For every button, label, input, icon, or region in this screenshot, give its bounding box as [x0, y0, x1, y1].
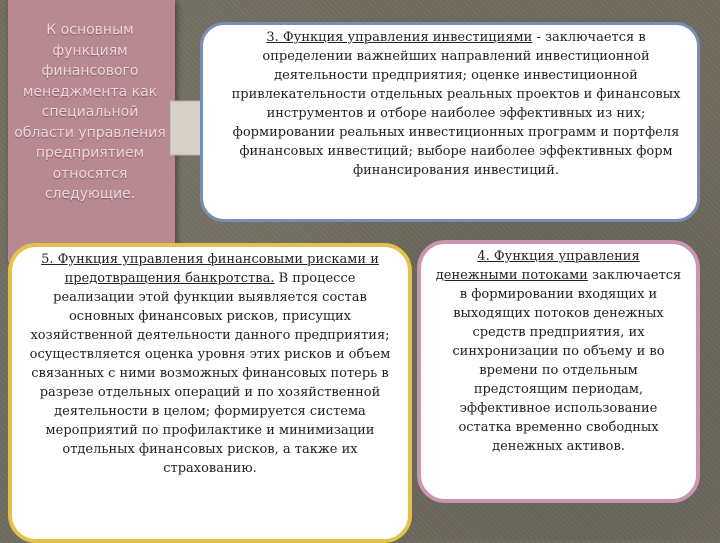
cash-flow-body: заключается в формировании входящих и выходящих потоков денежных средств предприятия, их синхронизации по объему и во времени по отдельным предстоящим периодам, эффективное использование остатка временно свободных денежных активов. [452, 268, 682, 454]
investment-heading: 3. Функция управления инвестициями [266, 30, 533, 45]
investment-body: - заключается в определении важнейших направлений инвестиционной деятельности предприятия; оценке инвестиционной привлекательности отдельных реальных проектов и финансовых инструментов и отборе наиболее эффективных из них; формировании реальных инвестиционных программ и портфеля финансовых инвестиций; выборе наиболее эффективных форм финансирования инвестиций. [231, 30, 681, 178]
risk-management-card [8, 243, 412, 543]
risk-body: В процессе реализации этой функции выявляется состав основных финансовых рисков, присущих хозяйственной деятельности данного предприятия; осуществляется оценка уровня этих рисков и объем связанных с ними возможных финансовых потерь в разрезе отдельных операций и по хозяйственной деятельности в целом; формируется система мероприятий по профилактике и минимизации отдельных финансовых рисков, а также их страхованию. [29, 271, 391, 476]
risk-heading: 5. Функция управления финансовыми рисками и предотвращения банкротства. [41, 252, 379, 286]
cash-flow-heading: 4. Функция управления денежными потоками [435, 249, 640, 283]
investment-management-card [200, 22, 700, 222]
cash-flow-card [417, 240, 700, 503]
intro-text: К основным функциям финансового менеджмента как специальной области управления предприятием относятся следующие. [14, 22, 166, 202]
